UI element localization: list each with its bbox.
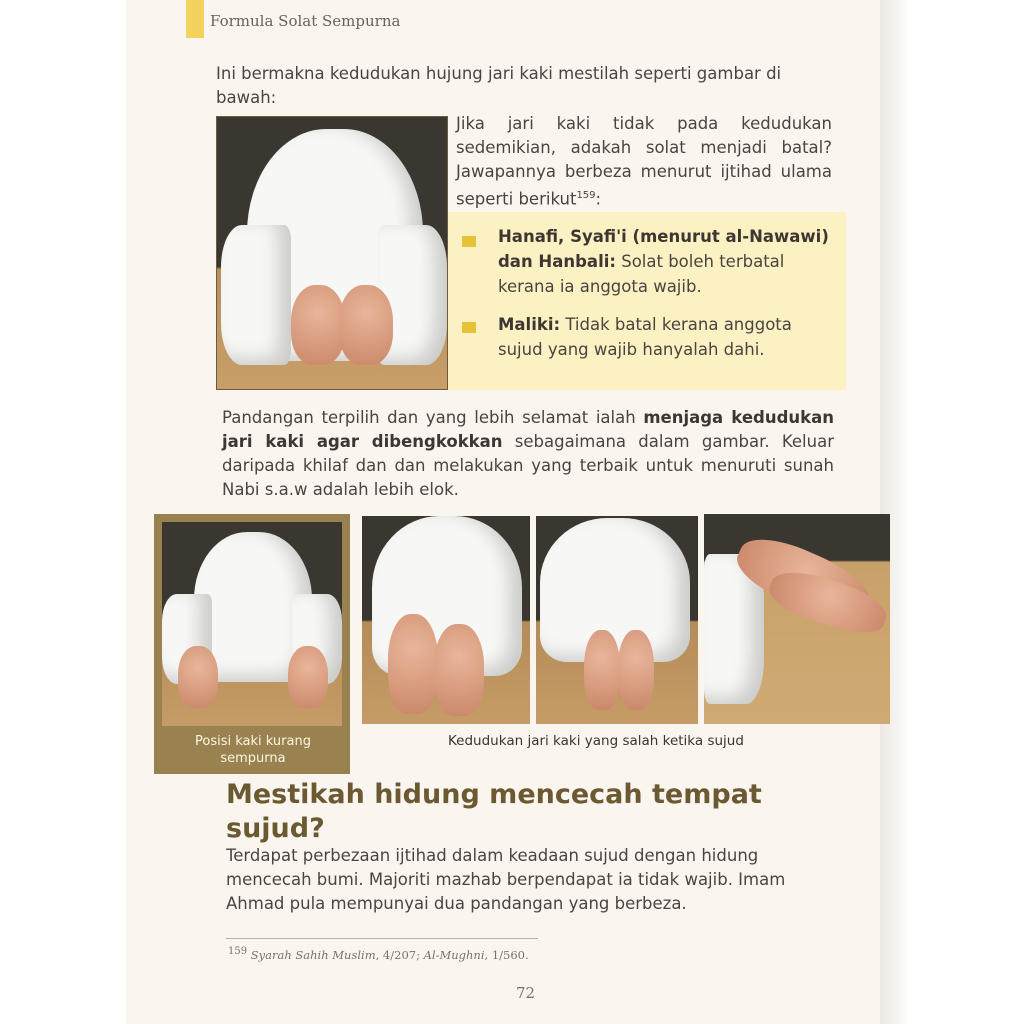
answer-paragraph [456,112,832,212]
running-head: Formula Solat Sempurna [210,12,401,30]
footnote-divider [226,938,538,939]
footnote-title-1: Syarah Sahih Muslim [250,947,376,962]
intro-paragraph: Ini bermakna kedudukan hujung jari kaki mestilah seperti gambar di bawah: [216,64,782,107]
bullet-marker [462,322,476,333]
section-paragraph: Terdapat perbezaan ijtihad dalam keadaan sujud dengan hidung mencecah bumi. Majoriti mazhab berpendapat ia tidak wajib. Imam Ahmad pula mempunyai dua pandangan yang berbeza. [226,846,786,913]
selected-view-bold: menjaga kedudukan jari kaki agar dibengkokkan [222,408,834,451]
caption-wrong: Kedudukan jari kaki yang salah ketika sujud [448,733,744,749]
photo-imperfect-position [162,522,342,726]
opinion-maliki [498,312,838,362]
selected-view-paragraph [222,406,834,502]
answer-colon: : [595,189,602,209]
section-heading: Mestikah hidung mencecah tempat sujud? [226,779,762,844]
footnote-ref: 159 [576,190,596,201]
footnote-title-2: Al-Mughni [423,947,485,962]
opinion-hanafi-label: Hanafi, Syafi'i (menurut al-Nawawi) dan Hanbali: [498,227,829,271]
opinion-hanafi [498,224,838,299]
answer-text: Jika jari kaki tidak pada kedudukan sedemikian, adakah solat menjadi batal? Jawapannya berbeza menurut ijtihad ulama seperti berikut [456,114,832,209]
page-number: 72 [516,984,536,1002]
footnote [228,946,529,962]
bullet-marker [462,236,476,247]
photo-wrong-3 [704,514,890,724]
photo-wrong-1 [362,516,530,724]
selected-view-before: Pandangan terpilih dan yang lebih selamat ialah [222,408,644,427]
footnote-ref-2: , 1/560. [484,947,529,962]
footnote-number: 159 [228,946,248,957]
photo-wrong-2 [536,516,698,724]
header-accent-tab [186,0,204,38]
caption-imperfect: Posisi kaki kurang sempurna [195,734,311,766]
opinion-maliki-label: Maliki: [498,315,561,334]
page-edge [880,0,910,1024]
opinion-hanafi-text: Solat boleh terbatal kerana ia anggota wajib. [498,252,785,296]
selected-view-after: sebagaimana dalam gambar. Keluar daripada khilaf dan dan melakukan yang terbaik untuk menuruti sunah Nabi s.a.w adalah lebih elok. [222,432,834,499]
photo-correct-toe-position [216,116,448,390]
opinion-maliki-text: Tidak batal kerana anggota sujud yang wajib hanyalah dahi. [498,315,792,359]
footnote-ref-1: , 4/207; [375,947,424,962]
